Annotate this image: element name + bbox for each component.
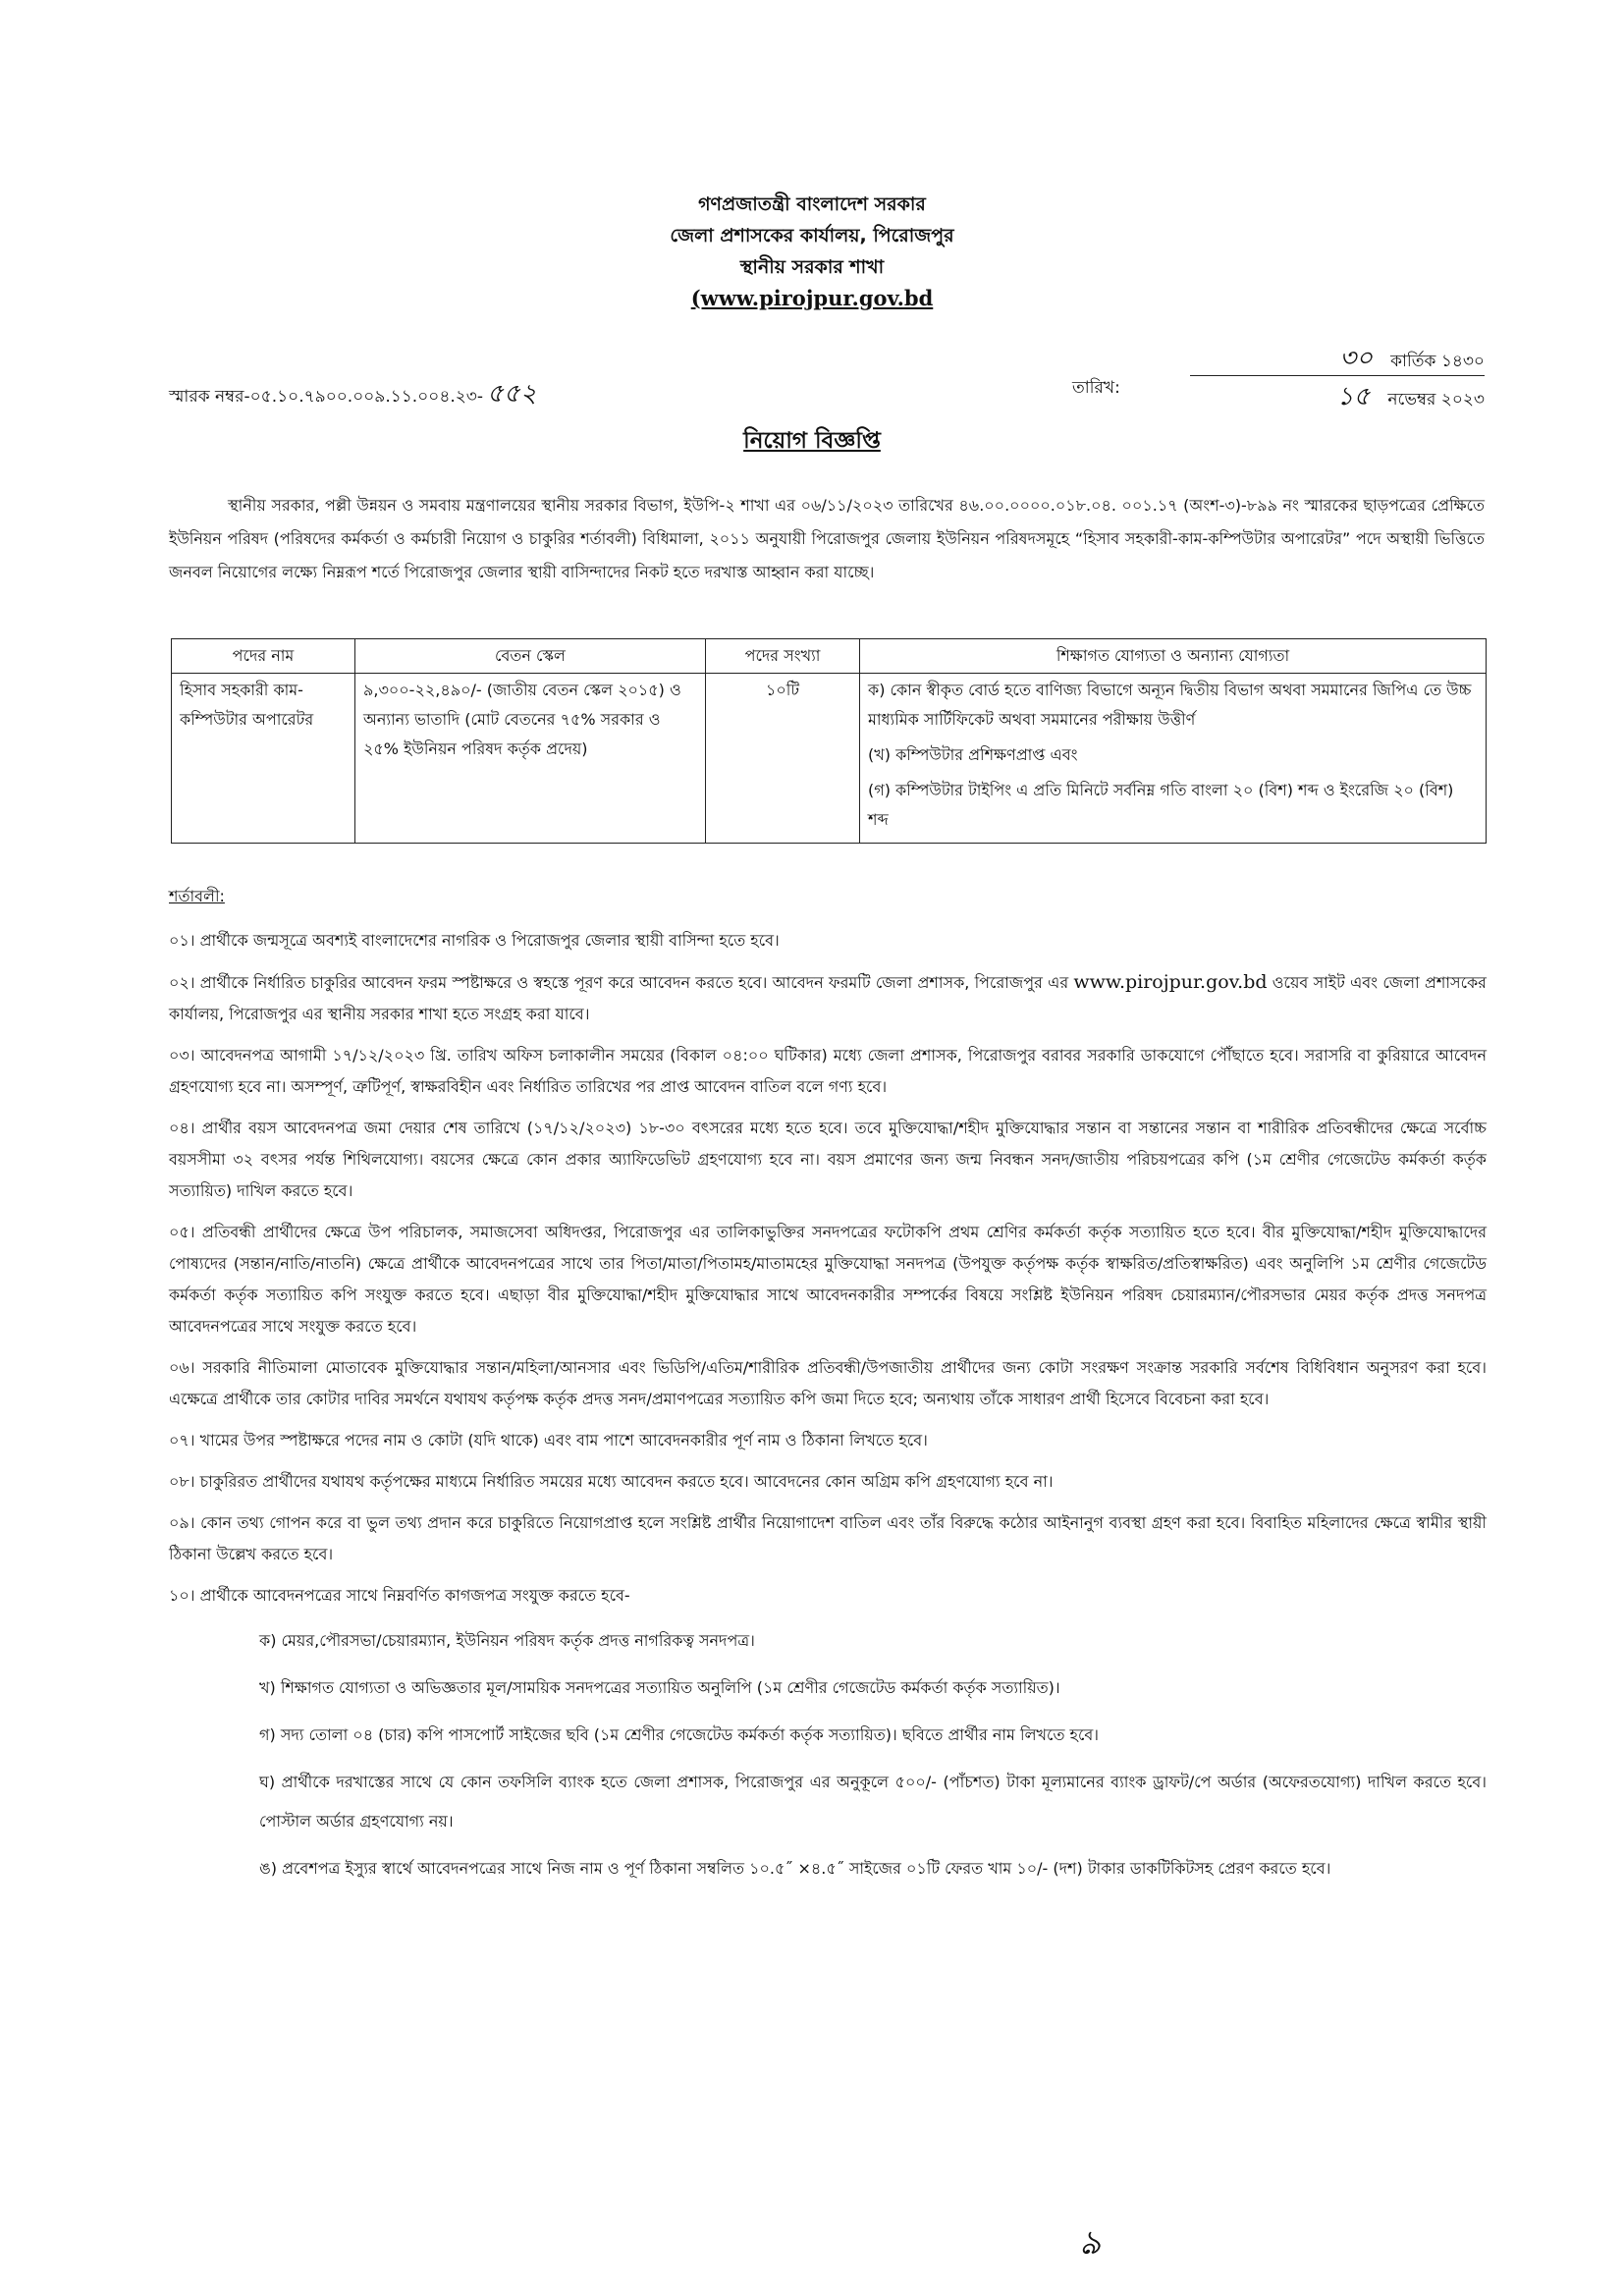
office-name: জেলা প্রশাসকের কার্যালয়, পিরোজপুর	[670, 225, 954, 246]
header-qualifications: শিক্ষাগত যোগ্যতা ও অন্যান্য যোগ্যতা	[860, 639, 1487, 674]
term-02-part-b: ওয়েব সাইট এবং জেলা প্রশাসকের কার্যালয়, পিরোজপুর এর স্থানীয় সরকার শাখা হতে সংগ্রহ করা যাবে।	[169, 973, 1487, 1023]
signature-mark: ঌ	[1080, 2223, 1101, 2263]
memo-number-text: স্মারক নম্বর-০৫.১০.৭৯০০.০০৯.১১.০০৪.২৩-	[169, 387, 483, 407]
cell-qualifications	[860, 674, 1487, 844]
cell-post-count: ১০টি	[706, 674, 860, 844]
eng-day: ১৫	[1336, 382, 1371, 411]
checklist-item-b: খ) শিক্ষাগত যোগ্যতা ও অভিজ্ঞতার মূল/সাময়িক সনদপত্রের সত্যায়িত অনুলিপি (১ম শ্রেণীর গেজেটেড কর্মকর্তা কর্তৃক সত্যায়িত)।	[259, 1678, 1060, 1697]
checklist-item-c: গ) সদ্য তোলা ০৪ (চার) কপি পাসপোর্ট সাইজের ছবি (১ম শ্রেণীর গেজেটেড কর্মকর্তা কর্তৃক সত্যায়িত)। ছবিতে প্রার্থীর নাম লিখতে হবে।	[259, 1725, 1100, 1744]
qualification-b: (খ) কম্পিউটার প্রশিক্ষণপ্রাপ্ত এবং	[868, 745, 1078, 764]
term-02	[169, 966, 1487, 1030]
terms-heading: শর্তাবলী:	[169, 887, 225, 905]
table-row	[172, 674, 1487, 844]
term-06: ০৬। সরকারি নীতিমালা মোতাবেক মুক্তিযোদ্ধার সন্তান/মহিলা/আনসার এবং ভিডিপি/এতিম/শারীরিক প্রতিবন্ধী/উপজাতীয় প্রার্থীদের জন্য কোটা সংরক্ষণ সংক্রান্ত সরকারি সর্বশেষ বিধিবিধান অনুসরণ করা হবে। এক্ষেত্রে প্রার্থীকে তার কোটার দাবির সমর্থনে যথাযথ কর্তৃপক্ষ কর্তৃক প্রদত্ত সনদ/প্রমাণপত্রের সত্যায়িত কপি জমা দিতে হবে; অন্যথায় তাঁকে সাধারণ প্রার্থী হিসেবে বিবেচনা করা হবে।	[169, 1358, 1487, 1408]
branch-name: স্থানীয় সরকার শাখা	[739, 256, 885, 278]
term-10: ১০। প্রার্থীকে আবেদনপত্রের সাথে নিম্নবর্ণিত কাগজপত্র সংযুক্ত করতে হবে-	[169, 1586, 630, 1605]
table-header-row	[172, 639, 1487, 674]
term-05: ০৫। প্রতিবন্ধী প্রার্থীদের ক্ষেত্রে উপ পরিচালক, সমাজসেবা অধিদপ্তর, পিরোজপুর এর তালিকাভুক্তির সনদপত্রের ফটোকপি প্রথম শ্রেণির কর্মকর্তা কর্তৃক সত্যায়িত হতে হবে। বীর মুক্তিযোদ্ধা/শহীদ মুক্তিযোদ্ধাদের পোষ্যদের (সন্তান/নাতি/নাতনি) ক্ষেত্রে প্রার্থীকে আবেদনপত্রের সাথে তার পিতা/মাতা/পিতামহ/মাতামহের মুক্তিযোদ্ধা সনদপত্র (উপযুক্ত কর্তৃপক্ষ কর্তৃক স্বাক্ষরিত/প্রতিস্বাক্ষরিত) এবং অনুলিপি ১ম শ্রেণীর গেজেটেড কর্মকর্তা কর্তৃক সত্যায়িত কপি সংযুক্ত করতে হবে। এছাড়া বীর মুক্তিযোদ্ধা/শহীদ মুক্তিযোদ্ধার সাথে আবেদনকারীর সম্পর্কের বিষয়ে সংশ্লিষ্ট ইউনিয়ন পরিষদ চেয়ারম্যান/পৌরসভার মেয়র কর্তৃক প্রদত্ত সনদপত্র আবেদনপত্রের সাথে সংযুক্ত করতে হবে।	[169, 1223, 1487, 1336]
term-03: ০৩। আবেদনপত্র আগামী ১৭/১২/২০২৩ খ্রি. তারিখ অফিস চলাকালীন সময়ের (বিকাল ০৪:০০ ঘটিকার) মধ্যে জেলা প্রশাসক, পিরোজপুর বরাবর সরকারি ডাকযোগে পৌঁছাতে হবে। সরাসরি বা কুরিয়ারে আবেদন গ্রহণযোগ্য হবে না। অসম্পূর্ণ, ত্রুটিপূর্ণ, স্বাক্ষরবিহীন এবং নির্ধারিত তারিখের পর প্রাপ্ত আবেদন বাতিল বলে গণ্য হবে।	[169, 1046, 1487, 1096]
govt-name: গণপ্রজাতন্ত্রী বাংলাদেশ সরকার	[698, 193, 926, 215]
eng-month-year: নভেম্বর ২০২৩	[1387, 390, 1485, 410]
bangla-month-year: কার্তিক ১৪৩০	[1390, 352, 1485, 371]
english-date	[1190, 376, 1485, 413]
terms-list	[169, 925, 1487, 1896]
bangla-date	[1190, 338, 1485, 375]
term-02-website: www.pirojpur.gov.bd	[1073, 971, 1268, 993]
memo-handwritten: ৫৫২	[487, 379, 537, 409]
checklist-item-a: ক) মেয়র,পৌরসভা/চেয়ারম্যান, ইউনিয়ন পরিষদ কর্তৃক প্রদত্ত নাগরিকত্ব সনদপত্র।	[259, 1631, 755, 1650]
header-post-name: পদের নাম	[172, 639, 355, 674]
date-label: তারিখ:	[1072, 378, 1120, 398]
qualification-a: ক) কোন স্বীকৃত বোর্ড হতে বাণিজ্য বিভাগে অন্যূন দ্বিতীয় বিভাগ অথবা সমমানের জিপিএ তে উচ্চ মাধ্যমিক সার্টিফিকেট অথবা সমমানের পরীক্ষায় উত্তীর্ণ	[868, 681, 1472, 729]
term-02-part-a: ০২। প্রার্থীকে নির্ধারিত চাকুরির আবেদন ফরম স্পষ্টাক্ষরে ও স্বহস্তে পূরণ করে আবেদন করতে হবে। আবেদন ফরমটি জেলা প্রশাসক, পিরোজপুর এর	[169, 973, 1069, 992]
intro-paragraph: স্থানীয় সরকার, পল্লী উন্নয়ন ও সমবায় মন্ত্রণালয়ের স্থানীয় সরকার বিভাগ, ইউপি-২ শাখা এর ০৬/১১/২০২৩ তারিখের ৪৬.০০.০০০০.০১৮.০৪. ০০১.১৭ (অংশ-৩)-৮৯৯ নং স্মারকের ছাড়পত্রের প্রেক্ষিতে ইউনিয়ন পরিষদ (পরিষদের কর্মকর্তা ও কর্মচারী নিয়োগ ও চাকুরির শর্তাবলী) বিধিমালা, ২০১১ অনুযায়ী পিরোজপুর জেলায় ইউনিয়ন পরিষদসমূহে “হিসাব সহকারী-কাম-কম্পিউটার অপারেটর” পদে অস্থায়ী ভিত্তিতে জনবল নিয়োগের লক্ষ্যে নিম্নরূপ শর্তে পিরোজপুর জেলার স্থায়ী বাসিন্দাদের নিকট হতে দরখাস্ত আহ্বান করা যাচ্ছে।	[169, 496, 1485, 581]
website: (www.pirojpur.gov.bd	[690, 286, 934, 310]
term-04: ০৪। প্রার্থীর বয়স আবেদনপত্র জমা দেয়ার শেষ তারিখে (১৭/১২/২০২৩) ১৮-৩০ বৎসরের মধ্যে হতে হবে। তবে মুক্তিযোদ্ধা/শহীদ মুক্তিযোদ্ধার সন্তান বা সন্তানের সন্তান বা শারীরিক প্রতিবন্ধীদের ক্ষেত্রে সর্বোচ্চ বয়সসীমা ৩২ বৎসর পর্যন্ত শিথিলযোগ্য। বয়সের ক্ষেত্রে কোন প্রকার অ্যাফিডেভিট গ্রহণযোগ্য হবে না। বয়স প্রমাণের জন্য জন্ম নিবন্ধন সনদ/জাতীয় পরিচয়পত্রের কপি (১ম শ্রেণীর গেজেটেড কর্মকর্তা কর্তৃক সত্যায়িত) দাখিল করতে হবে।	[169, 1119, 1487, 1200]
cell-post-name: হিসাব সহকারী কাম-কম্পিউটার অপারেটর	[172, 674, 355, 844]
letterhead	[0, 189, 1624, 314]
checklist-item-e: ঙ) প্রবেশপত্র ইস্যুর স্বার্থে আবেদনপত্রের সাথে নিজ নাম ও পূর্ণ ঠিকানা সম্বলিত ১০.৫˝ ×৪.৫˝ সাইজের ০১টি ফেরত খাম ১০/- (দশ) টাকার ডাকটিকিটসহ প্রেরণ করতে হবে।	[259, 1859, 1331, 1878]
checklist-item-d: ঘ) প্রার্থীকে দরখাস্তের সাথে যে কোন তফসিলি ব্যাংক হতে জেলা প্রশাসক, পিরোজপুর এর অনুকূলে ৫০০/- (পাঁচশত) টাকা মূল্যমানের ব্যাংক ড্রাফট/পে অর্ডার (অফেরতযোগ্য) দাখিল করতে হবে। পোস্টাল অর্ডার গ্রহণযোগ্য নয়।	[259, 1773, 1487, 1831]
memo-number	[169, 373, 537, 416]
term-09: ০৯। কোন তথ্য গোপন করে বা ভুল তথ্য প্রদান করে চাকুরিতে নিয়োগপ্রাপ্ত হলে সংশ্লিষ্ট প্রার্থীর নিয়োগাদেশ বাতিল এবং তাঁর বিরুদ্ধে কঠোর আইনানুগ ব্যবস্থা গ্রহণ করা হবে। বিবাহিত মহিলাদের ক্ষেত্রে স্বামীর স্থায়ী ঠিকানা উল্লেখ করতে হবে।	[169, 1513, 1487, 1563]
document-checklist	[259, 1621, 1487, 1888]
term-01: ০১। প্রার্থীকে জন্মসূত্রে অবশ্যই বাংলাদেশের নাগরিক ও পিরোজপুর জেলার স্থায়ী বাসিন্দা হতে হবে।	[169, 931, 780, 950]
notice-title: নিয়োগ বিজ্ঞপ্তি	[743, 428, 881, 454]
term-07: ০৭। খামের উপর স্পষ্টাক্ষরে পদের নাম ও কোটা (যদি থাকে) এবং বাম পাশে আবেদনকারীর পূর্ণ নাম ও ঠিকানা লিখতে হবে।	[169, 1431, 928, 1449]
term-08: ০৮। চাকুরিরত প্রার্থীদের যথাযথ কর্তৃপক্ষের মাধ্যমে নির্ধারিত সময়ের মধ্যে আবেদন করতে হবে। আবেদনের কোন অগ্রিম কপি গ্রহণযোগ্য হবে না।	[169, 1472, 1054, 1491]
bangla-day: ৩০	[1339, 344, 1374, 373]
qualification-c: (গ) কম্পিউটার টাইপিং এ প্রতি মিনিটে সর্বনিম্ন গতি বাংলা ২০ (বিশ) শব্দ ও ইংরেজি ২০ (বিশ) শব্দ	[868, 781, 1454, 829]
post-table	[171, 638, 1487, 844]
header-pay-scale: বেতন স্কেল	[355, 639, 706, 674]
date-block	[1190, 338, 1485, 413]
header-post-count: পদের সংখ্যা	[706, 639, 860, 674]
cell-pay-scale: ৯,৩০০-২২,৪৯০/- (জাতীয় বেতন স্কেল ২০১৫) ও অন্যান্য ভাতাদি (মোট বেতনের ৭৫% সরকার ও ২৫% ইউনিয়ন পরিষদ কর্তৃক প্রদেয়)	[355, 674, 706, 844]
